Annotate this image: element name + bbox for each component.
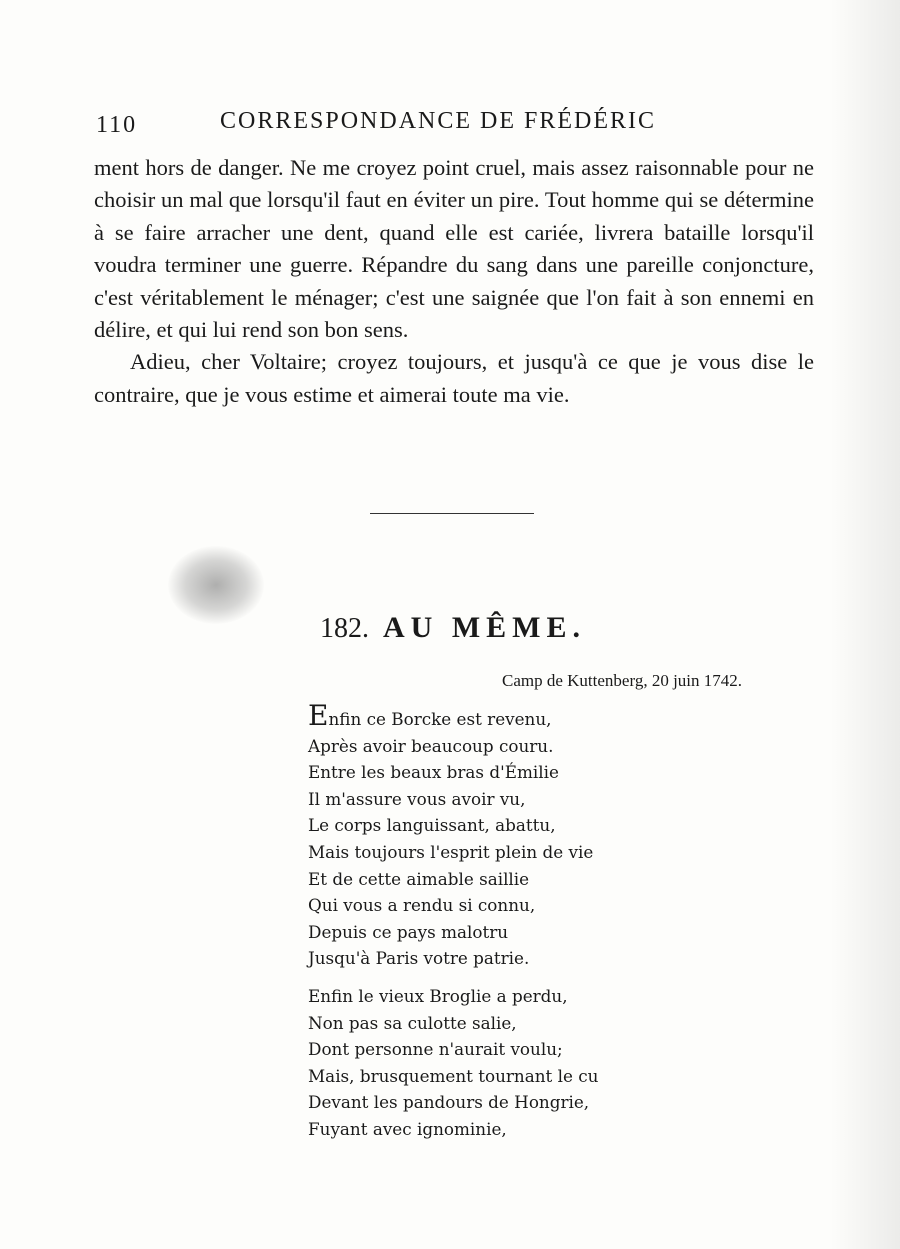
verse-line: Devant les pandours de Hongrie, <box>308 1092 590 1113</box>
verse-line: Jusqu'à Paris votre patrie. <box>308 948 530 969</box>
verse-line: Le corps languissant, abattu, <box>308 815 556 836</box>
verse-line: Mais, brusquement tournant le cu <box>308 1065 599 1086</box>
letter-title: AU MÊME. <box>383 611 586 644</box>
verse-line: Depuis ce pays malotru <box>308 921 509 942</box>
letter-heading <box>320 611 586 645</box>
verse-line: Qui vous a rendu si connu, <box>308 895 536 916</box>
verse-line: Enfin ce Borcke est revenu, <box>308 699 552 732</box>
verse-line: Fuyant avec ignominie, <box>308 1118 507 1139</box>
page-number: 110 <box>96 112 138 138</box>
stanza-break <box>308 972 598 983</box>
verse-line: Mais toujours l'esprit plein de vie <box>308 841 594 862</box>
poem <box>308 699 599 1143</box>
verse-line: Enfin le vieux Broglie a perdu, <box>308 985 568 1006</box>
drop-cap: E <box>308 699 329 732</box>
verse-line: Non pas sa culotte salie, <box>308 1012 517 1033</box>
running-head: CORRESPONDANCE DE FRÉDÉRIC <box>220 108 657 134</box>
verse-line: Entre les beaux bras d'Émilie <box>308 762 559 783</box>
verse-line: Après avoir beaucoup couru. <box>308 735 554 756</box>
paragraph: ment hors de danger. Ne me croyez point cruel, mais assez raisonnable pour ne choisir un mal que lorsqu'il faut en éviter un pire. Tout homme qui se détermine à se faire arracher une dent, quand elle est cariée, livrera bataille lorsqu'il voudra terminer une guerre. Répandre du sang dans une pareille conjoncture, c'est véritablement le ménager; c'est une saignée que l'on fait à son ennemi en délire, et qui lui rend son bon sens. <box>94 155 814 343</box>
section-divider <box>370 513 534 514</box>
letter-number: 182. <box>320 613 369 644</box>
page-edge-shadow <box>830 0 900 1249</box>
verse-line: Dont personne n'aurait voulu; <box>308 1039 563 1060</box>
dateline: Camp de Kuttenberg, 20 juin 1742. <box>502 671 743 690</box>
ink-smudge <box>168 546 264 624</box>
closing-paragraph: Adieu, cher Voltaire; croyez toujours, et jusqu'à ce que je vous dise le contraire, que je vous estime et aimerai toute ma vie. <box>94 349 814 407</box>
verse-line: Et de cette aimable saillie <box>308 868 530 889</box>
verse-line: Il m'assure vous avoir vu, <box>308 788 526 809</box>
letter-body <box>94 152 814 411</box>
